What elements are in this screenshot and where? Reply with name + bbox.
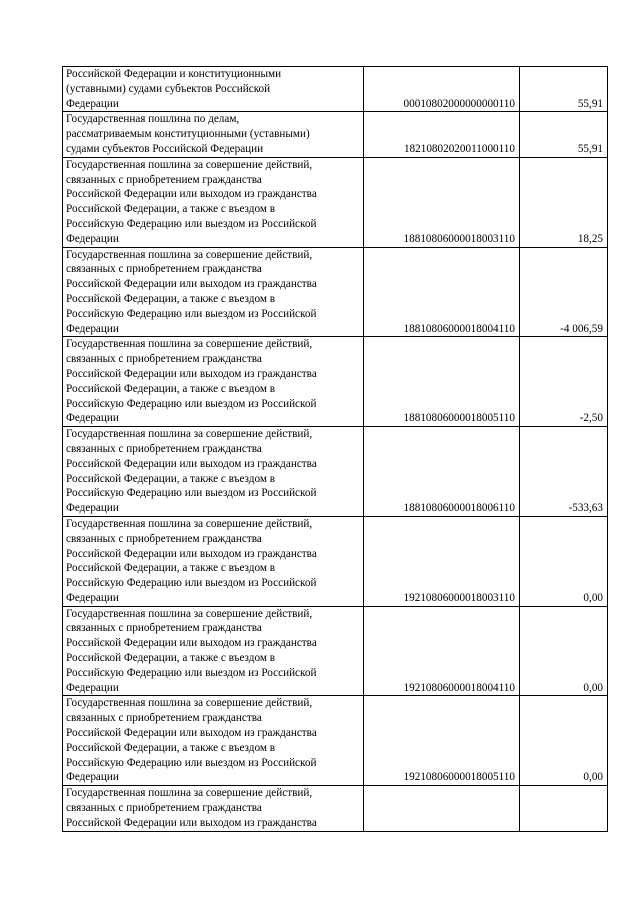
- table-row: [63, 516, 608, 606]
- table-row: [63, 427, 608, 517]
- revenue-name-cell: Государственная пошлина за совершение действий, связанных с приобретением гражданства Российской Федерации или выходом из гражданства Российской Федерации, а также с въездом в Российскую Федерацию или выездом из Российской Федерации: [63, 696, 364, 786]
- revenue-name-cell: Российской Федерации и конституционными (уставными) судами субъектов Российской Федерации: [63, 67, 364, 112]
- budget-code-cell: 18810806000018004110: [364, 247, 520, 337]
- revenue-name-cell: Государственная пошлина по делам, рассматриваемым конституционными (уставными) судами субъектов Российской Федерации: [63, 112, 364, 157]
- budget-code-cell: 19210806000018005110: [364, 696, 520, 786]
- budget-code-cell: 19210806000018004110: [364, 606, 520, 696]
- revenue-name-cell: Государственная пошлина за совершение действий, связанных с приобретением гражданства Российской Федерации или выходом из гражданства Российской Федерации, а также с въездом в Российскую Федерацию или выездом из Российской Федерации: [63, 247, 364, 337]
- budget-code-cell: 19210806000018003110: [364, 516, 520, 606]
- budget-code-cell: [364, 786, 520, 831]
- revenue-name-cell: Государственная пошлина за совершение действий, связанных с приобретением гражданства Российской Федерации или выходом из гражданства Российской Федерации, а также с въездом в Российскую Федерацию или выездом из Российской Федерации: [63, 516, 364, 606]
- table-row: [63, 786, 608, 831]
- table-row: [63, 247, 608, 337]
- amount-cell: -4 006,59: [520, 247, 608, 337]
- revenue-name-cell: Государственная пошлина за совершение действий, связанных с приобретением гражданства Российской Федерации или выходом из гражданства Российской Федерации, а также с въездом в Российскую Федерацию или выездом из Российской Федерации: [63, 157, 364, 247]
- table-body: [63, 67, 608, 832]
- table-row: [63, 606, 608, 696]
- amount-cell: 55,91: [520, 112, 608, 157]
- revenue-name-cell: Государственная пошлина за совершение действий, связанных с приобретением гражданства Российской Федерации или выходом из гражданства: [63, 786, 364, 831]
- table-row: [63, 112, 608, 157]
- revenue-name-cell: Государственная пошлина за совершение действий, связанных с приобретением гражданства Российской Федерации или выходом из гражданства Российской Федерации, а также с въездом в Российскую Федерацию или выездом из Российской Федерации: [63, 337, 364, 427]
- amount-cell: 18,25: [520, 157, 608, 247]
- budget-code-cell: 18810806000018005110: [364, 337, 520, 427]
- amount-cell: 0,00: [520, 696, 608, 786]
- table-row: [63, 67, 608, 112]
- table-row: [63, 157, 608, 247]
- budget-code-cell: 18810806000018006110: [364, 427, 520, 517]
- amount-cell: -2,50: [520, 337, 608, 427]
- budget-code-cell: 18210802020011000110: [364, 112, 520, 157]
- budget-code-cell: 18810806000018003110: [364, 157, 520, 247]
- revenue-name-cell: Государственная пошлина за совершение действий, связанных с приобретением гражданства Российской Федерации или выходом из гражданства Российской Федерации, а также с въездом в Российскую Федерацию или выездом из Российской Федерации: [63, 606, 364, 696]
- amount-cell: 0,00: [520, 606, 608, 696]
- amount-cell: [520, 786, 608, 831]
- revenue-name-cell: Государственная пошлина за совершение действий, связанных с приобретением гражданства Российской Федерации или выходом из гражданства Российской Федерации, а также с въездом в Российскую Федерацию или выездом из Российской Федерации: [63, 427, 364, 517]
- amount-cell: 0,00: [520, 516, 608, 606]
- table-row: [63, 696, 608, 786]
- budget-revenue-table: [62, 66, 608, 832]
- budget-code-cell: 00010802000000000110: [364, 67, 520, 112]
- amount-cell: -533,63: [520, 427, 608, 517]
- amount-cell: 55,91: [520, 67, 608, 112]
- table-row: [63, 337, 608, 427]
